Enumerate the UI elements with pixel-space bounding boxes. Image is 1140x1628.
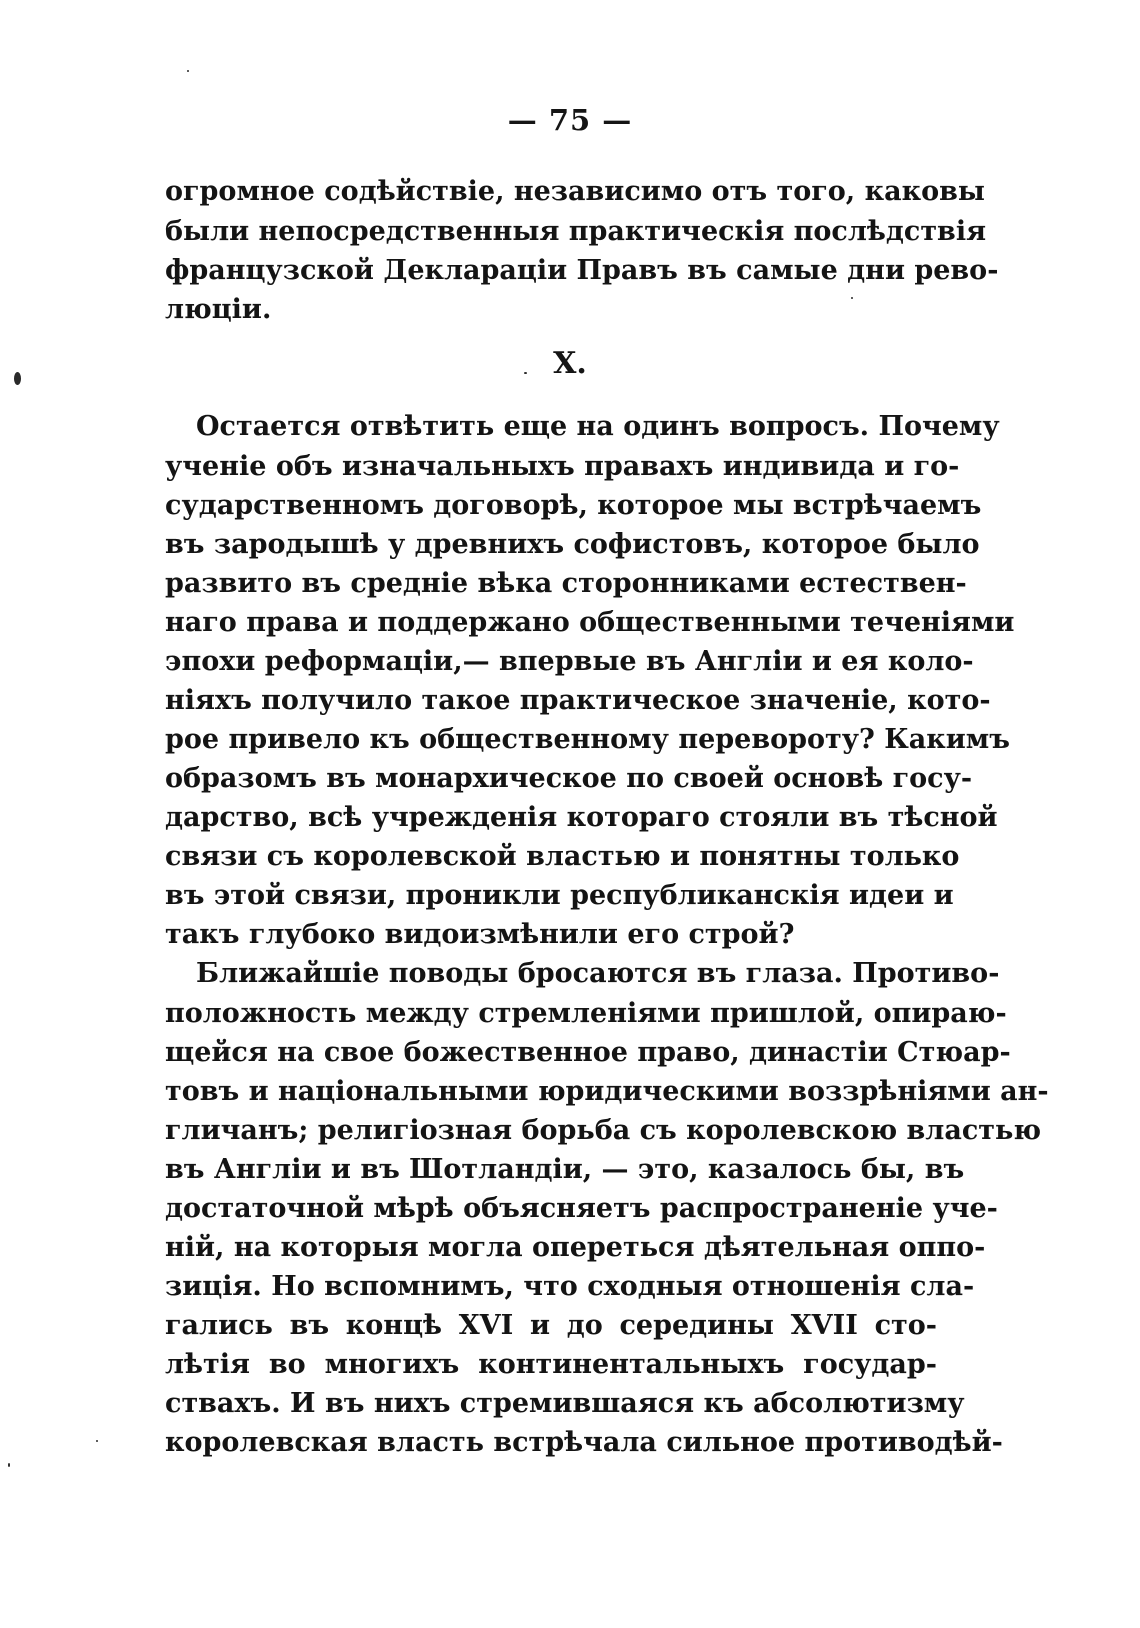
scan-speck (187, 70, 189, 72)
scan-speck (96, 1440, 98, 1442)
text-line: такъ глубоко видоизмѣнили его строй? (165, 919, 795, 950)
text-line: ученіе объ изначальныхъ правахъ индивида и го- (165, 451, 960, 482)
text-line: ніяхъ получило такое практическое значеніе, кото- (165, 685, 991, 716)
scan-speck (851, 297, 853, 299)
text-line: зиція. Но вспомнимъ, что сходныя отношенія сла- (165, 1271, 975, 1302)
page-number: — 75 — (507, 103, 633, 137)
text-line: эпохи реформаціи,— впервые въ Англіи и ея коло- (165, 646, 974, 677)
text-line: гличанъ; религіозная борьба съ королевскою властью (165, 1115, 1042, 1146)
text-line: гались въ концѣ XVI и до середины XVII сто- (165, 1310, 937, 1341)
text-line: французской Деклараціи Правъ въ самые дни рево- (165, 255, 999, 286)
text-line: ній, на которыя могла опереться дѣятельная оппо- (165, 1232, 986, 1263)
text-line: связи съ королевской властью и понятны только (165, 841, 960, 872)
text-line: огромное содѣйствіе, независимо отъ того, каковы (165, 176, 985, 207)
text-line: люціи. (165, 294, 272, 325)
scan-speck (8, 1463, 10, 1467)
text-line: ствахъ. И въ нихъ стремившаяся къ абсолютизму (165, 1388, 965, 1419)
text-line: въ зародышѣ у древнихъ софистовъ, которое было (165, 529, 980, 560)
text-line: образомъ въ монархическое по своей основѣ госу- (165, 763, 973, 794)
scan-speck (14, 372, 21, 385)
text-line: товъ и національными юридическими воззрѣніями ан- (165, 1076, 1049, 1107)
text-line: достаточной мѣрѣ объясняетъ распространеніе уче- (165, 1193, 998, 1224)
text-line: развито въ средніе вѣка сторонниками естествен- (165, 568, 967, 599)
text-line: королевская власть встрѣчала сильное противодѣй- (165, 1427, 1003, 1458)
scan-speck (524, 372, 527, 374)
text-line: были непосредственныя практическія послѣдствія (165, 216, 987, 247)
text-line: положность между стремленіями пришлой, опираю- (165, 998, 1007, 1029)
text-line: наго права и поддержано общественными теченіями (165, 607, 1015, 638)
text-line: Ближайшіе поводы бросаются въ глаза. Противо- (196, 958, 1000, 989)
text-line: лѣтія во многихъ континентальныхъ государ- (165, 1349, 937, 1380)
text-line: въ Англіи и въ Шотландіи, — это, казалось бы, въ (165, 1154, 965, 1185)
section-heading: X. (553, 346, 587, 381)
text-line: рое привело къ общественному перевороту? Какимъ (165, 724, 1010, 755)
text-line: дарство, всѣ учрежденія котораго стояли въ тѣсной (165, 802, 998, 833)
text-line: щейся на свое божественное право, династіи Стюар- (165, 1037, 1011, 1068)
text-line: въ этой связи, проникли республиканскія идеи и (165, 880, 954, 911)
text-line: Остается отвѣтить еще на одинъ вопросъ. Почему (196, 411, 1000, 442)
text-line: сударственномъ договорѣ, которое мы встрѣчаемъ (165, 490, 982, 521)
